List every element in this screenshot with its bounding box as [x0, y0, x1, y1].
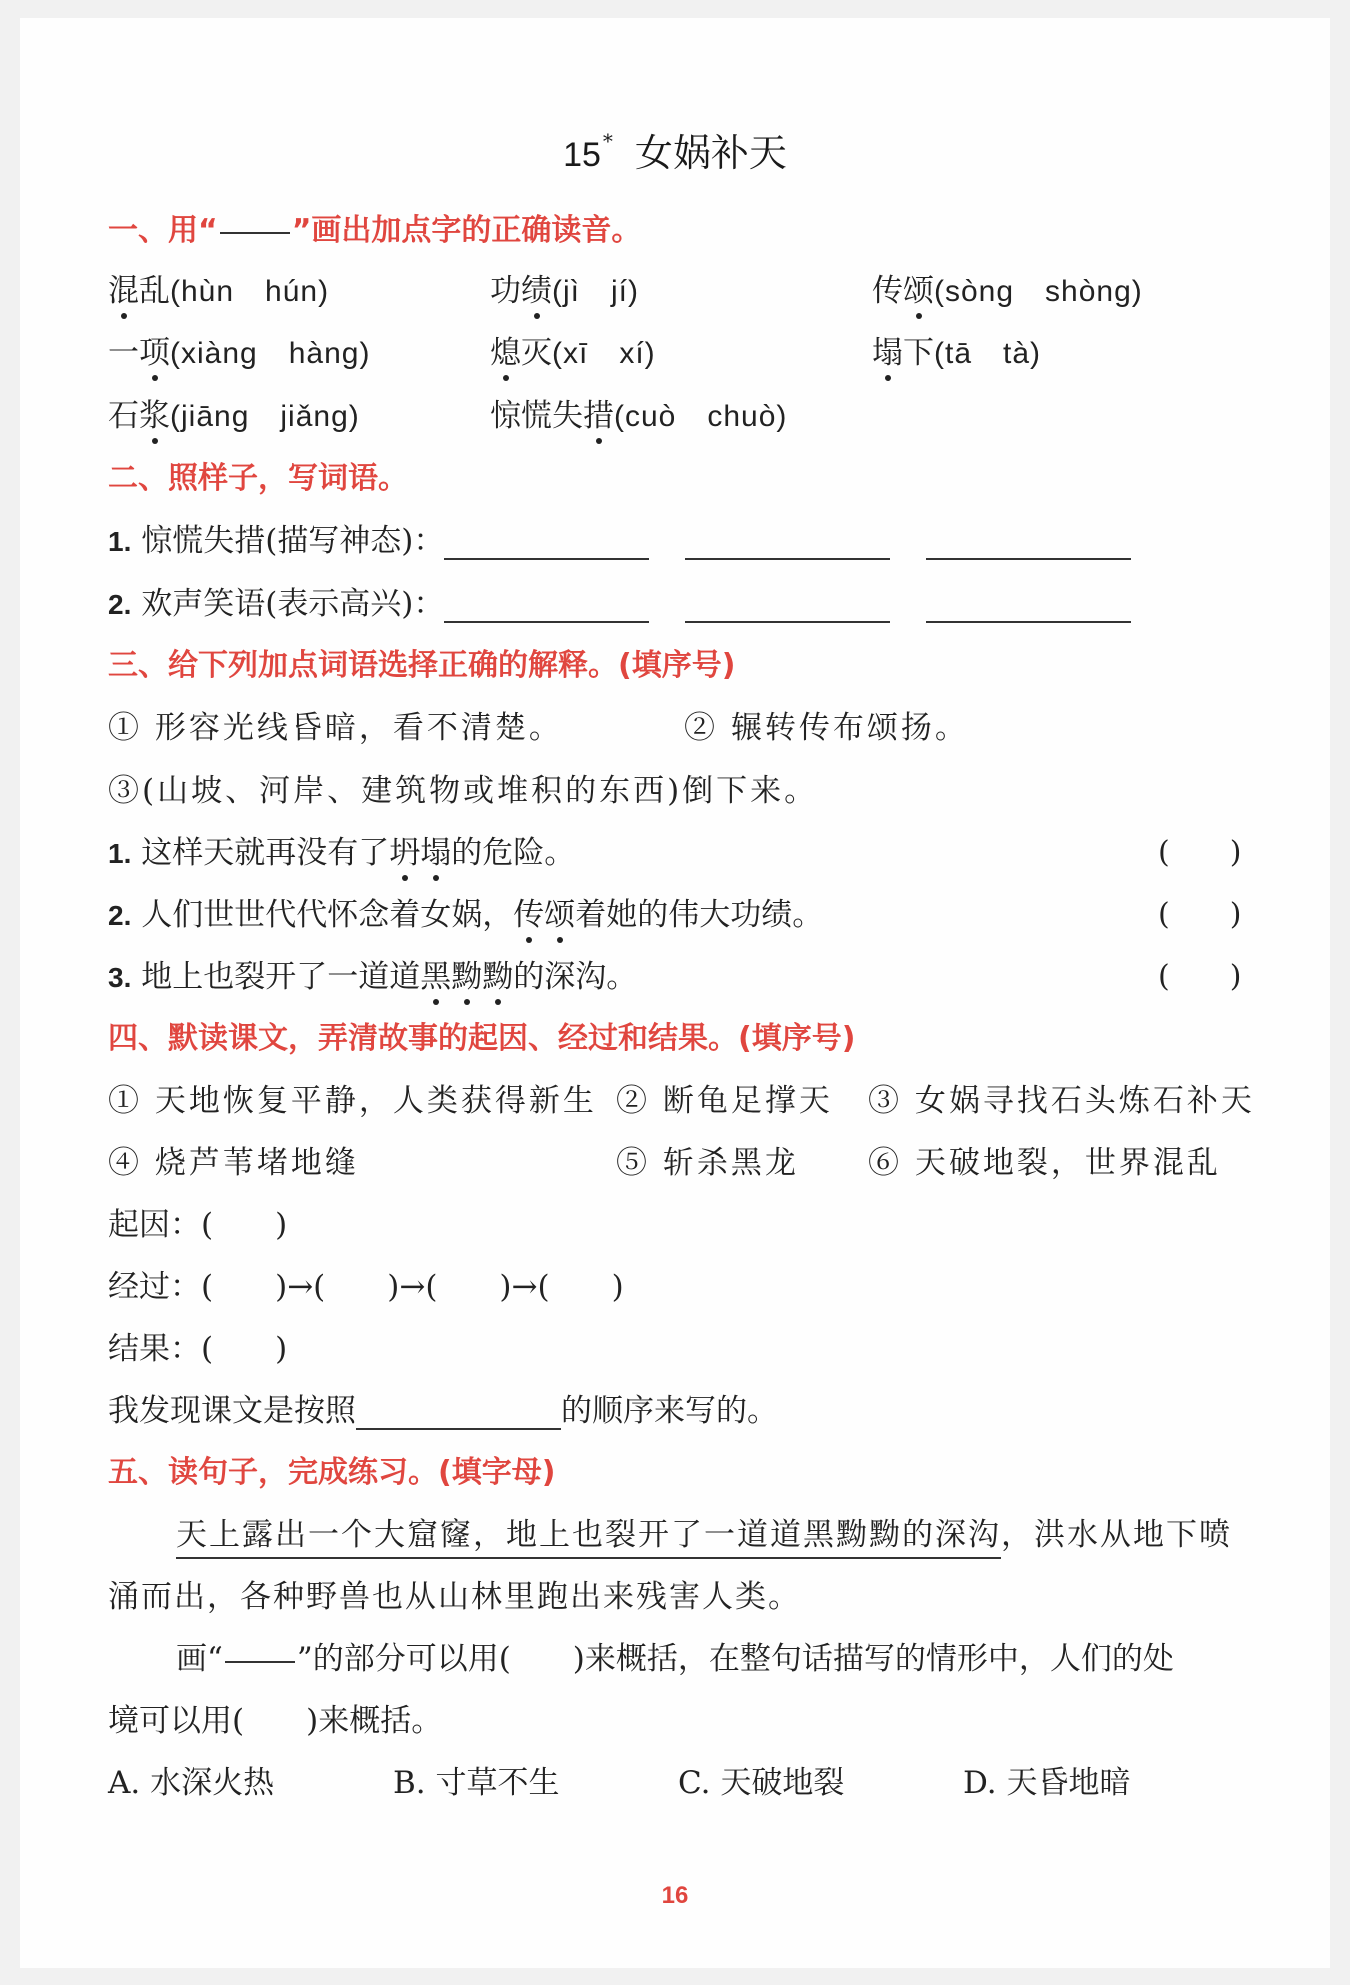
question-row-3: 3. 地上也裂开了一道道黑黝黝的深沟。	[108, 951, 637, 996]
answer-blank[interactable]	[444, 613, 649, 623]
event-2: ② 断龟足撑天	[616, 1083, 833, 1119]
cause-line[interactable]: 起因：( )	[108, 1207, 288, 1243]
option-c: C. 天破地裂	[678, 1765, 845, 1801]
question-row-2: 2. 人们世世代代怀念着女娲，传颂着她的伟大功绩。	[108, 889, 823, 934]
pinyin-item-8: 惊慌失措(cuò chuò)	[490, 390, 787, 435]
answer-parens[interactable]: ( )	[1158, 835, 1242, 870]
event-1: ① 天地恢复平静，人类获得新生	[108, 1083, 597, 1119]
pinyin-item-3: 传颂(sòng shòng)	[872, 265, 1143, 310]
event-6: ⑥ 天破地裂，世界混乱	[868, 1145, 1221, 1181]
pinyin-item-2: 功绩(jì jí)	[490, 265, 639, 310]
section-2-heading: 二、照样子，写词语。	[108, 461, 408, 496]
answer-blank[interactable]	[356, 1420, 561, 1430]
event-5: ⑤ 斩杀黑龙	[616, 1145, 799, 1181]
definition-1: ① 形容光线昏暗，看不清楚。	[108, 710, 563, 746]
order-sentence: 我发现课文是按照 的顺序来写的。	[108, 1393, 778, 1429]
pinyin-item-1: 混乱(hùn hún)	[108, 265, 329, 310]
answer-parens[interactable]: ( )	[1158, 959, 1242, 994]
answer-blank[interactable]	[926, 613, 1131, 623]
option-d: D. 天昏地暗	[963, 1765, 1131, 1801]
event-3: ③ 女娲寻找石头炼石补天	[868, 1083, 1255, 1119]
definition-2: ② 辗转传布颂扬。	[684, 710, 969, 746]
passage-line-1: 天上露出一个大窟窿，地上也裂开了一道道黑黝黝的深沟，洪水从地下喷	[176, 1509, 1232, 1554]
section-3-heading: 三、给下列加点词语选择正确的解释。(填序号)	[108, 648, 736, 683]
example-row-1: 1. 惊慌失措(描写神态)：	[108, 515, 1131, 560]
pinyin-item-5: 熄灭(xī xí)	[490, 327, 656, 372]
pinyin-item-6: 塌下(tā tà)	[872, 327, 1041, 372]
page-title: 15 * 女娲补天	[563, 129, 787, 175]
option-b: B. 寸草不生	[393, 1765, 560, 1801]
result-line[interactable]: 结果：( )	[108, 1331, 288, 1367]
question-line-2: 境可以用( )来概括。	[108, 1703, 443, 1739]
process-line[interactable]: 经过：( )→( )→( )→( )	[108, 1269, 624, 1305]
answer-blank[interactable]	[926, 550, 1131, 560]
answer-parens[interactable]: ( )	[1158, 897, 1242, 932]
question-row-1: 1. 这样天就再没有了坍塌的危险。	[108, 827, 575, 872]
pinyin-item-4: 一项(xiàng hàng)	[108, 327, 370, 372]
answer-blank[interactable]	[444, 550, 649, 560]
passage-line-2: 涌而出，各种野兽也从山林里跑出来残害人类。	[108, 1579, 801, 1615]
question-line-1: 画“ ”的部分可以用( )来概括，在整句话描写的情形中，人们的处	[176, 1641, 1174, 1677]
section-5-heading: 五、读句子，完成练习。(填字母)	[108, 1455, 556, 1490]
answer-blank[interactable]	[685, 613, 890, 623]
option-a: A. 水深火热	[108, 1765, 275, 1801]
example-row-2: 2. 欢声笑语(表示高兴)：	[108, 578, 1131, 623]
definition-3: ③(山坡、河岸、建筑物或堆积的东西)倒下来。	[108, 773, 819, 809]
answer-blank[interactable]	[685, 550, 890, 560]
section-1-heading: 一、用“ ”画出加点字的正确读音。	[108, 213, 642, 248]
event-4: ④ 烧芦苇堵地缝	[108, 1145, 359, 1181]
page-number: 16	[661, 1882, 689, 1909]
pinyin-item-7: 石浆(jiāng jiǎng)	[108, 390, 360, 435]
section-4-heading: 四、默读课文，弄清故事的起因、经过和结果。(填序号)	[108, 1021, 856, 1056]
